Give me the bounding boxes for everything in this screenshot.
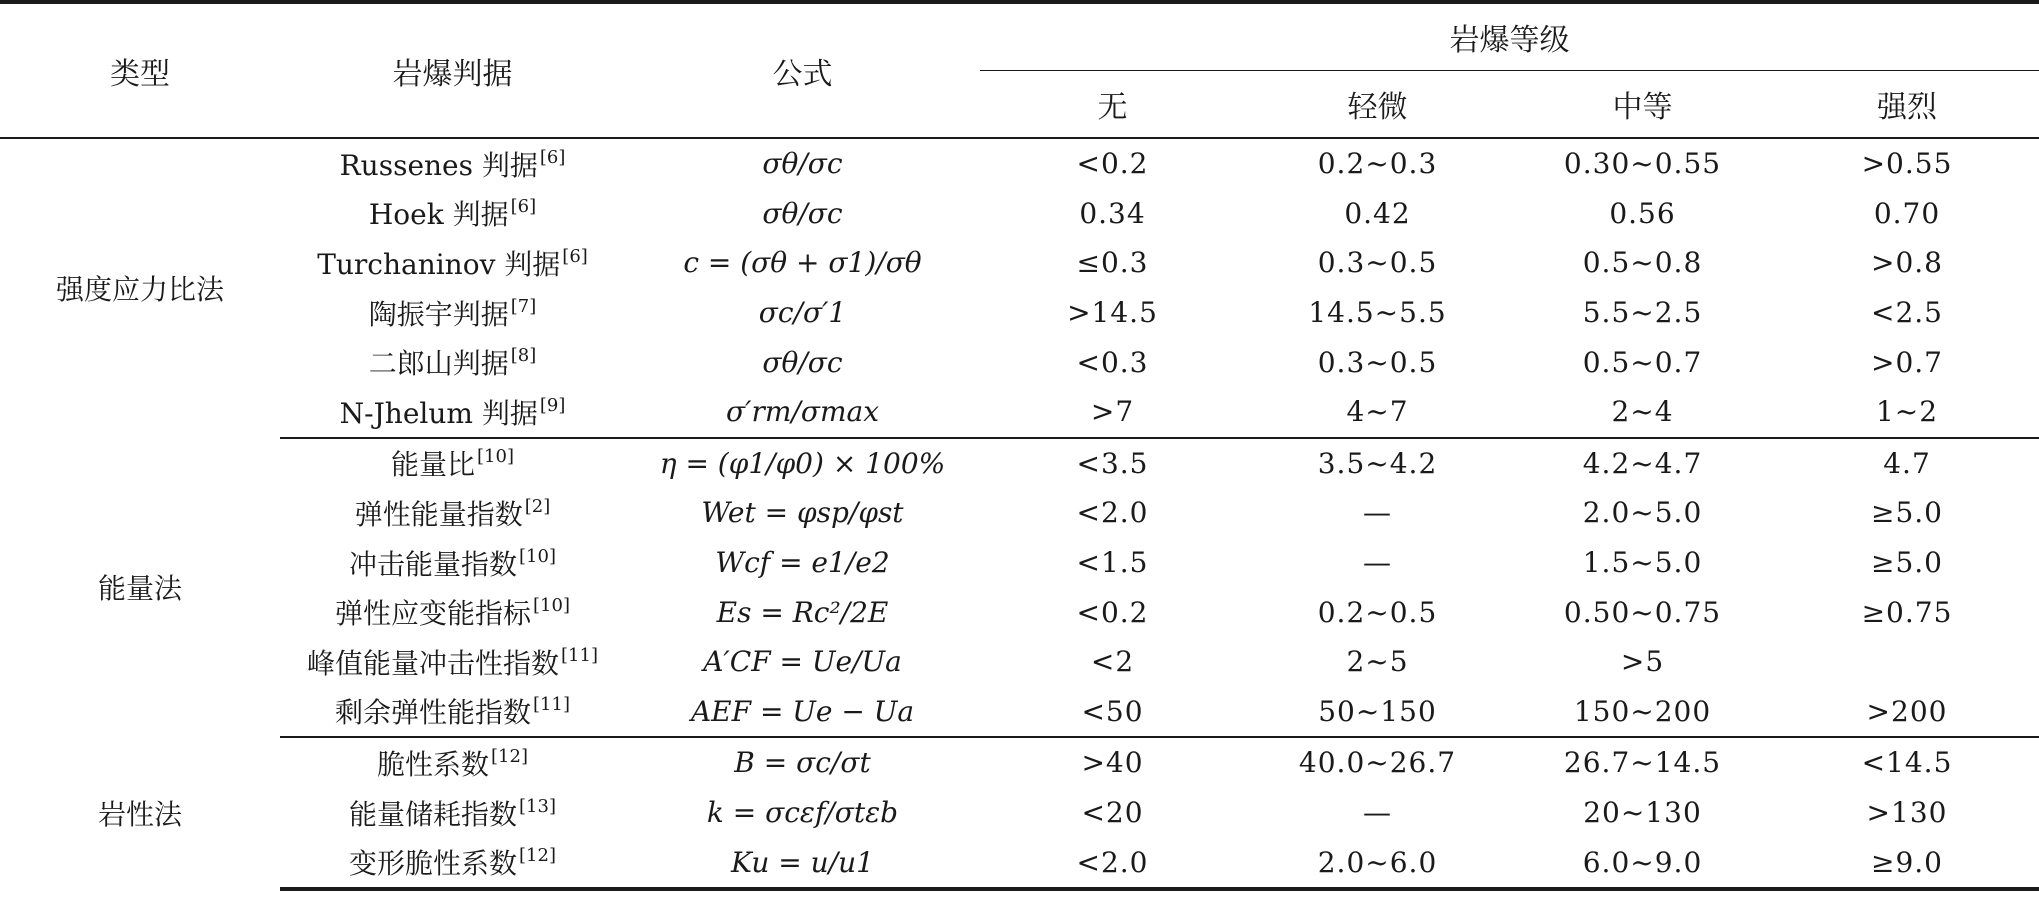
criterion-name: Turchaninov 判据 xyxy=(317,247,561,281)
criterion-name: Russenes 判据 xyxy=(339,148,538,182)
criterion-name: 弹性应变能指标 xyxy=(335,597,532,631)
grade-moderate-cell: 0.5~0.8 xyxy=(1582,246,1703,280)
grade-strong-cell xyxy=(1775,637,2039,687)
grade-strong-cell: <14.5 xyxy=(1861,746,1953,780)
criterion-name: 冲击能量指数 xyxy=(349,547,518,581)
grade-strong-cell: >0.7 xyxy=(1871,345,1943,379)
grade-strong-cell: 0.70 xyxy=(1873,196,1941,230)
criterion-name: 弹性能量指数 xyxy=(354,497,523,531)
formula-cell: σθ/σc xyxy=(762,196,843,230)
grade-none-cell: <3.5 xyxy=(1076,446,1149,480)
grade-slight-cell: — xyxy=(1363,496,1392,530)
reference-mark: [11] xyxy=(561,644,598,666)
formula-cell: σθ/σc xyxy=(762,147,843,181)
grade-strong-cell: ≥9.0 xyxy=(1775,837,2039,889)
table-row xyxy=(0,238,2039,288)
formula-cell: AEF = Ue − Ua xyxy=(625,687,980,738)
criterion-name: 变形脆性系数 xyxy=(349,847,518,881)
reference-mark: [12] xyxy=(491,745,528,767)
grade-none-cell: <2.0 xyxy=(980,837,1245,889)
criterion-name: N-Jhelum 判据 xyxy=(339,396,538,430)
grade-moderate-cell: 2.0~5.0 xyxy=(1582,496,1703,530)
grade-moderate-cell: 0.56 xyxy=(1609,196,1676,230)
reference-mark: [10] xyxy=(519,545,556,567)
grade-slight-cell: 40.0~26.7 xyxy=(1298,746,1457,780)
formula-cell: A′CF = Ue/Ua xyxy=(703,645,902,679)
grade-slight-cell: 2~5 xyxy=(1346,645,1409,679)
formula-cell: η = (φ1/φ0) × 100% xyxy=(659,446,946,480)
table-row xyxy=(0,337,2039,387)
category-cell: 能量法 xyxy=(97,572,182,606)
table-row xyxy=(0,488,2039,538)
grade-slight-cell: 0.2~0.5 xyxy=(1317,595,1438,629)
grade-moderate-cell: 5.5~2.5 xyxy=(1582,296,1703,330)
table-body xyxy=(0,138,2039,889)
grade-none-cell: <0.3 xyxy=(1076,345,1149,379)
formula-cell: Es = Rc²/2E xyxy=(716,595,889,629)
grade-none-cell: <2.0 xyxy=(1076,496,1149,530)
reference-mark: [7] xyxy=(510,295,537,317)
criterion-cell xyxy=(280,587,625,637)
criterion-cell xyxy=(280,238,625,288)
criterion-cell xyxy=(280,637,625,687)
grade-moderate-cell: 4.2~4.7 xyxy=(1582,446,1703,480)
criterion-name: 峰值能量冲击性指数 xyxy=(307,646,560,680)
grade-slight-cell: 0.42 xyxy=(1344,196,1411,230)
grade-moderate-cell: 0.30~0.55 xyxy=(1563,147,1722,181)
grade-slight-cell: — xyxy=(1363,796,1392,830)
grade-none-cell: <20 xyxy=(1081,796,1144,830)
grade-slight-cell: 50~150 xyxy=(1245,687,1510,738)
header-grade-strong: 强烈 xyxy=(1775,71,2039,139)
formula-cell: σθ/σc xyxy=(762,345,843,379)
criterion-name: 二郎山判据 xyxy=(368,347,509,381)
grade-none-cell: >14.5 xyxy=(1067,296,1158,330)
grade-moderate-cell: 20~130 xyxy=(1583,796,1702,830)
criterion-cell xyxy=(280,538,625,588)
grade-slight-cell: 0.3~0.5 xyxy=(1317,345,1438,379)
formula-cell: σc/σ′1 xyxy=(758,296,847,330)
grade-moderate-cell: >5 xyxy=(1620,645,1665,679)
grade-none-cell: <2 xyxy=(1090,645,1135,679)
criterion-name: 陶振宇判据 xyxy=(368,297,509,331)
grade-strong-cell: ≥5.0 xyxy=(1871,496,1943,530)
grade-none-cell: >40 xyxy=(1081,746,1144,780)
grade-moderate-cell: 26.7~14.5 xyxy=(1563,746,1722,780)
grade-none-cell: <1.5 xyxy=(1076,546,1149,580)
header-grade: 岩爆等级 xyxy=(980,2,2039,71)
formula-cell: σ′rm/σmax xyxy=(625,387,980,438)
table-row xyxy=(0,587,2039,637)
grade-slight-cell: 0.3~0.5 xyxy=(1317,246,1438,280)
criterion-cell xyxy=(280,288,625,338)
grade-moderate-cell: 150~200 xyxy=(1510,687,1775,738)
grade-strong-cell: >130 xyxy=(1866,796,1948,830)
criterion-cell xyxy=(280,189,625,239)
table-row xyxy=(0,538,2039,588)
table-row xyxy=(0,687,2039,738)
reference-mark: [11] xyxy=(533,694,570,716)
category-cell: 强度应力比法 xyxy=(55,273,224,307)
criterion-cell xyxy=(280,837,625,889)
table-row xyxy=(0,138,2039,189)
grade-none-cell: 0.34 xyxy=(1079,196,1146,230)
table-row xyxy=(0,438,2039,489)
formula-cell: Wcf = e1/e2 xyxy=(715,546,890,580)
reference-mark: [8] xyxy=(510,345,537,367)
criterion-cell xyxy=(280,488,625,538)
criterion-cell xyxy=(280,337,625,387)
grade-slight-cell: 3.5~4.2 xyxy=(1317,446,1438,480)
criterion-name: 能量比 xyxy=(391,448,476,482)
grade-slight-cell: — xyxy=(1363,546,1392,580)
reference-mark: [9] xyxy=(539,394,566,416)
grade-none-cell: >7 xyxy=(980,387,1245,438)
grade-strong-cell: <2.5 xyxy=(1871,296,1943,330)
grade-strong-cell: ≥0.75 xyxy=(1861,595,1953,629)
grade-moderate-cell: 6.0~9.0 xyxy=(1510,837,1775,889)
reference-mark: [6] xyxy=(562,245,588,267)
reference-mark: [6] xyxy=(539,146,566,168)
criterion-name: 能量储耗指数 xyxy=(349,797,518,831)
criterion-cell xyxy=(280,387,625,438)
grade-moderate-cell: 1.5~5.0 xyxy=(1582,546,1703,580)
reference-mark: [6] xyxy=(510,196,537,218)
table-row xyxy=(0,637,2039,687)
grade-slight-cell: 0.2~0.3 xyxy=(1317,147,1438,181)
formula-cell: Wet = φsp/φst xyxy=(701,496,904,530)
criterion-cell xyxy=(280,438,625,489)
grade-strong-cell: ≥5.0 xyxy=(1871,546,1943,580)
grade-slight-cell: 4~7 xyxy=(1245,387,1510,438)
formula-cell: c = (σθ + σ1)/σθ xyxy=(683,246,922,280)
header-type: 类型 xyxy=(0,2,280,138)
criterion-cell xyxy=(280,737,625,788)
grade-none-cell: <0.2 xyxy=(1076,147,1149,181)
table-row xyxy=(0,189,2039,239)
table-row xyxy=(0,387,2039,438)
grade-none-cell: ≤0.3 xyxy=(1076,246,1149,280)
grade-none-cell: <0.2 xyxy=(1076,595,1149,629)
header-criterion: 岩爆判据 xyxy=(280,2,625,138)
reference-mark: [12] xyxy=(519,845,556,867)
table-row xyxy=(0,737,2039,788)
grade-slight-cell: 2.0~6.0 xyxy=(1245,837,1510,889)
table-row xyxy=(0,837,2039,889)
grade-none-cell: <50 xyxy=(980,687,1245,738)
criterion-cell xyxy=(280,138,625,189)
criterion-name: Hoek 判据 xyxy=(368,198,509,232)
header-formula: 公式 xyxy=(625,2,980,138)
header-grade-none: 无 xyxy=(980,71,1245,139)
header-grade-slight: 轻微 xyxy=(1245,71,1510,139)
grade-moderate-cell: 0.50~0.75 xyxy=(1563,595,1722,629)
grade-strong-cell: >200 xyxy=(1775,687,2039,738)
grade-moderate-cell: 2~4 xyxy=(1510,387,1775,438)
formula-cell: Ku = u/u1 xyxy=(625,837,980,889)
grade-strong-cell: 4.7 xyxy=(1883,446,1931,480)
reference-mark: [2] xyxy=(524,495,551,517)
reference-mark: [13] xyxy=(519,795,556,817)
reference-mark: [10] xyxy=(533,595,570,617)
grade-strong-cell: >0.8 xyxy=(1871,246,1943,280)
criterion-cell xyxy=(280,687,625,738)
reference-mark: [10] xyxy=(477,446,514,468)
formula-cell: k = σcεf/σtεb xyxy=(706,796,899,830)
criterion-cell xyxy=(280,788,625,838)
grade-moderate-cell: 0.5~0.7 xyxy=(1582,345,1703,379)
header-grade-moderate: 中等 xyxy=(1510,71,1775,139)
header-row-1 xyxy=(0,2,2039,71)
grade-slight-cell: 14.5~5.5 xyxy=(1308,296,1447,330)
table-row xyxy=(0,288,2039,338)
criterion-name: 脆性系数 xyxy=(377,747,490,781)
grade-strong-cell: 1~2 xyxy=(1775,387,2039,438)
table-row xyxy=(0,788,2039,838)
category-cell: 岩性法 xyxy=(97,798,182,832)
grade-strong-cell: >0.55 xyxy=(1861,147,1953,181)
criterion-name: 剩余弹性能指数 xyxy=(335,696,532,730)
formula-cell: B = σc/σt xyxy=(734,746,871,780)
